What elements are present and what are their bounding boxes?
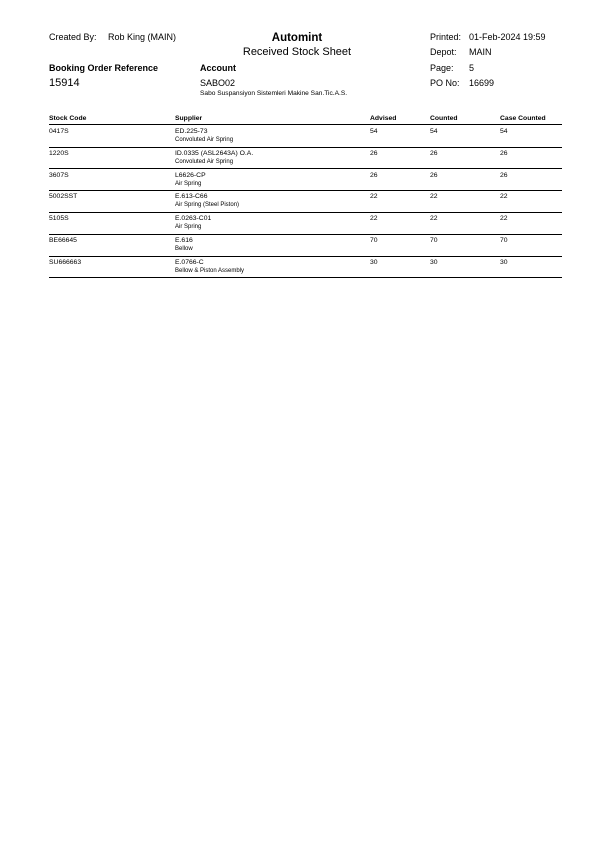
supplier-code: ID.0335 (ASL2643A) O.A. [175,149,254,157]
table-row [49,212,562,235]
table-row [49,234,562,257]
po-value: 16699 [469,78,495,88]
case-counted-qty: 22 [500,193,508,201]
case-counted-qty: 26 [500,171,508,179]
booking-ref-label: Booking Order Reference [49,63,159,73]
advised-qty: 70 [370,237,378,244]
supplier-code: L6626-CP [175,171,206,179]
supplier-code: E.613-C66 [175,193,208,201]
counted-qty: 26 [430,149,438,157]
stock-code: SU666663 [49,258,82,266]
created-by-label: Created By: [49,32,97,42]
counted-qty: 22 [430,215,438,223]
sheet-title: Received Stock Sheet [242,46,352,58]
case-counted-qty: 30 [500,258,508,266]
col-header-advised: Advised [370,115,397,122]
case-counted-qty: 70 [500,237,508,244]
po-label: PO No: [430,78,460,88]
table-row [49,125,562,148]
item-description: Bellow [175,246,193,252]
advised-qty: 26 [370,149,378,157]
advised-qty: 26 [370,171,378,179]
advised-qty: 54 [370,128,378,135]
company-name: Automint [271,32,323,44]
col-header-supplier: Supplier [175,115,203,122]
supplier-code: E.0263-C01 [175,215,212,223]
advised-qty: 30 [370,258,378,266]
supplier-code: ED.225-73 [175,128,208,135]
page-label: Page: [430,63,454,73]
item-description: Air Spring [175,224,202,231]
booking-ref-value: 15914 [49,77,80,89]
stock-code: 5105S [49,215,69,223]
case-counted-qty: 26 [500,149,508,157]
advised-qty: 22 [370,193,378,201]
table-row [49,147,562,170]
item-description: Air Spring [175,180,202,187]
counted-qty: 70 [430,237,438,244]
stock-code: 5002SST [49,193,78,201]
page-value: 5 [469,63,475,73]
col-header-case-counted: Case Counted [500,115,546,122]
depot-value: MAIN [469,47,492,57]
stock-code: 3607S [49,171,69,179]
created-by-value: Rob King (MAIN) [108,32,177,42]
stock-code: BE66645 [49,237,77,244]
depot-label: Depot: [430,47,457,57]
stock-code: 1220S [49,149,69,157]
counted-qty: 30 [430,258,438,266]
table-row [49,190,562,213]
printed-label: Printed: [430,32,462,42]
case-counted-qty: 54 [500,128,508,135]
col-header-stock-code: Stock Code [49,115,87,122]
account-code: SABO02 [200,78,236,88]
counted-qty: 22 [430,193,438,201]
table-row [49,169,562,192]
counted-qty: 54 [430,128,438,135]
account-name: Sabo Suspansiyon Sistemleri Makine San.Tic.A.S. [200,90,348,97]
supplier-code: E.616 [175,237,193,244]
stock-code: 0417S [49,128,69,135]
item-description: Convoluted Air Spring [175,158,234,165]
item-description: Bellow & Piston Assembly [175,267,245,274]
table-row [49,256,562,279]
counted-qty: 26 [430,171,438,179]
item-description: Convoluted Air Spring [175,137,234,143]
case-counted-qty: 22 [500,215,508,223]
printed-value: 01-Feb-2024 19:59 [469,32,546,42]
item-description: Air Spring (Steel Piston) [175,202,240,209]
supplier-code: E.0766-C [175,258,204,266]
advised-qty: 22 [370,215,378,223]
col-header-counted: Counted [430,115,458,122]
account-label: Account [200,63,236,73]
